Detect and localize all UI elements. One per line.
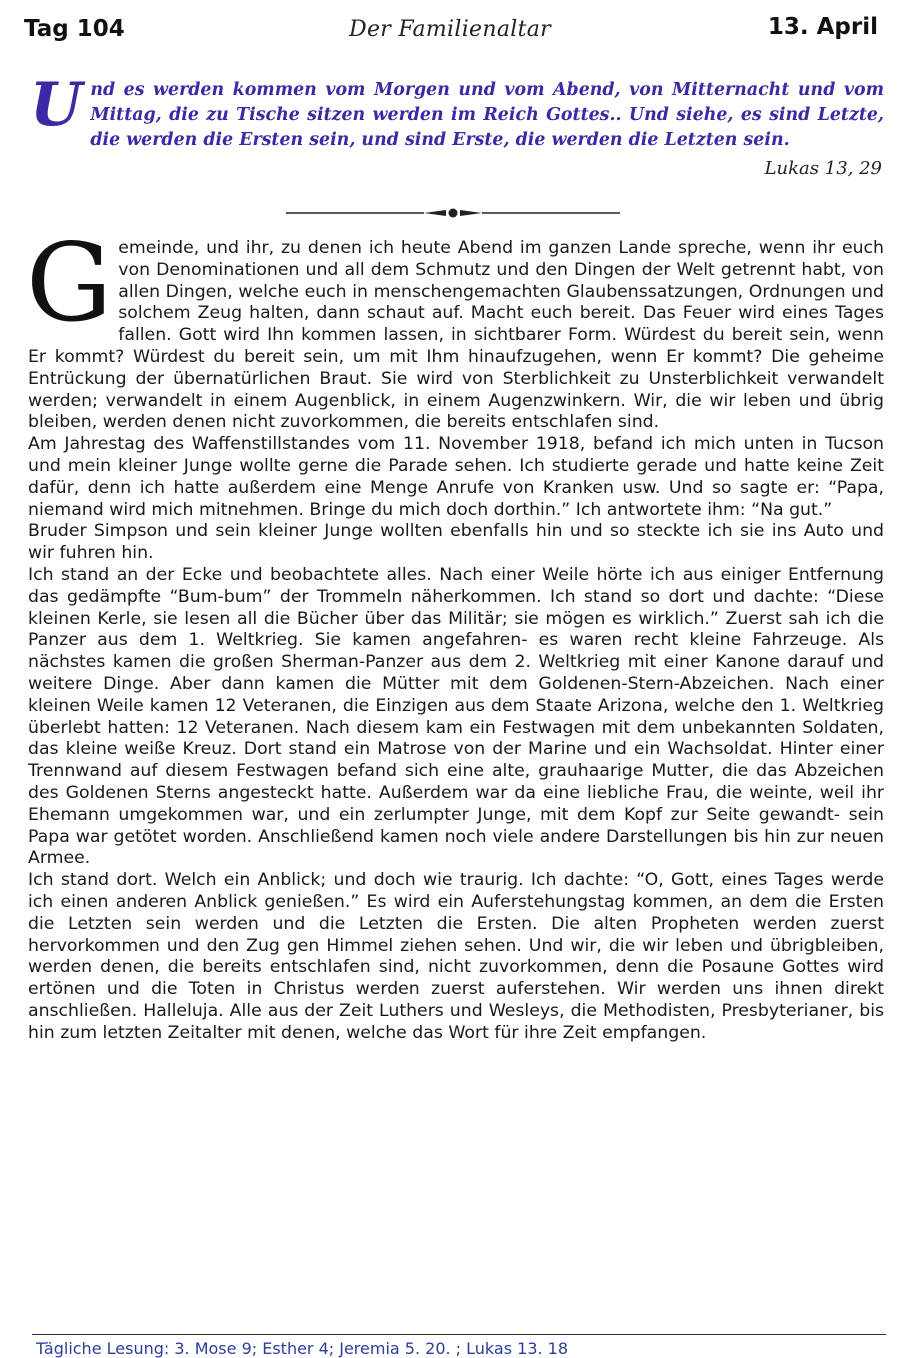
drop-cap-letter: G <box>26 221 113 346</box>
paragraph: Ich stand dort. Welch ein Anblick; und doch wie traurig. Ich dachte: “O, Gott, eines Tages werde ich einen anderen Anblick genießen.” Es wird ein Auferstehungstag kommen, an dem die Ersten die Letzten sein werden und die Letzten die Ersten. Die alten Propheten werden zuerst hervorkommen und den Zug gen Himmel ziehen sehen. Und wir, die wir leben und übrigbleiben, werden denen, die bereits entschlafen sind, nicht zuvorkommen, denn die Posaune Gottes wird ertönen und die Toten in Christus werden zuerst auferstehen. Wir werden uns ihnen direkt anschließen. Halleluja. Alle aus der Zeit Luthers und Wesleys, die Methodisten, Presbyterianer, bis hin zum letzten Zeitalter mit denen, welche das Wort für ihre Zeit empfangen. <box>28 870 884 1043</box>
footer-divider <box>32 1334 886 1335</box>
paragraph: Am Jahrestag des Waffenstillstandes vom 11. November 1918, befand ich mich unten in Tucson und mein kleiner Junge wollte gerne die Parade sehen. Ich studierte gerade und hatte keine Zeit dafür, denn ich hatte außerdem eine Menge Anrufe von Kranken usw. Und so sagte er: “Papa, niemand wird mich mitnehmen. Bringe du mich doch dorthin.” Ich antwortete ihm: “Na gut.” <box>28 434 884 520</box>
paragraph <box>26 221 884 434</box>
ornamental-divider <box>286 205 620 221</box>
daily-reading: Tägliche Lesung: 3. Mose 9; Esther 4; Jeremia 5. 20. ; Lukas 13. 18 <box>36 1339 569 1358</box>
verse-initial-letter: U <box>30 70 83 140</box>
sermon-text <box>26 221 884 1044</box>
page-date: 13. April <box>767 14 878 40</box>
verse-reference: Lukas 13, 29 <box>764 158 882 179</box>
paragraph-text: emeinde, und ihr, zu denen ich heute Abend im ganzen Lande spreche, wenn ihr euch von Denominationen und all dem Schmutz und den Dingen der Welt getrennt habt, von allen Dingen, welche euch in menschengemachten Glaubenssatzungen, Ordnungen und solchem Zeug halten, dann schaut auf. Macht euch bereit. Das Feuer wird eines Tages fallen. Gott wird Ihn kommen lassen, in sichtbarer Form. Würdest du bereit sein, wenn Er kommt? Würdest du bereit sein, um mit Ihm hinaufzugehen, wenn Er kommt? Die geheime Entrückung der übernatürlichen Braut. Sie wird von Sterblichkeit zu Unsterblichkeit verwandelt werden; verwandelt in einem Augenblick, in einem Augenzwinkern. Wir, die wir leben und übrig bleiben, werden denen nicht zuvorkommen, die bereits entschlafen sind. <box>28 238 884 433</box>
day-number: Tag 104 <box>24 16 125 42</box>
book-title: Der Familienaltar <box>349 17 551 42</box>
paragraph: Bruder Simpson und sein kleiner Junge wollten ebenfalls hin und so steckte ich sie ins Auto und wir fuhren hin. <box>28 521 884 564</box>
scripture-verse <box>26 70 884 153</box>
verse-text: nd es werden kommen vom Morgen und vom Abend, von Mitternacht und vom Mittag, die zu Tische sitzen werden im Reich Gottes.. Und siehe, es sind Letzte, die werden die Ersten sein, und sind Erste, die werden die Letzten sein. <box>90 80 884 150</box>
paragraph: Ich stand an der Ecke und beobachtete alles. Nach einer Weile hörte ich aus einiger Entfernung das gedämpfte “Bum-bum” der Trommeln näherkommen. Ich stand so dort und dachte: “Diese kleinen Kerle, sie lesen all die Bücher über das Militär; sie mögen es wirklich.” Zuerst sah ich die Panzer aus dem 1. Weltkrieg. Sie kamen angefahren- es waren recht kleine Fahrzeuge. Als nächstes kamen die großen Sherman-Panzer aus dem 2. Weltkrieg mit einer Kanone darauf und weitere Dinge. Aber dann kamen die Mütter mit dem Goldenen-Stern-Abzeichen. Nach einer kleinen Weile kamen 12 Veteranen, die Einzigen aus dem Staate Arizona, welche den 1. Weltkrieg überlebt hatten: 12 Veteranen. Nach diesem kam ein Festwagen mit dem unbekannten Soldaten, das kleine weiße Kreuz. Dort stand ein Matrose von der Marine und ein Wachsoldat. Hinter einer Trennwand auf diesem Festwagen befand sich eine alte, grauhaarige Mutter, die das Abzeichen des Goldenen Sterns angesteckt hatte. Außerdem war da eine liebliche Frau, die weinte, weil ihr Ehemann umgekommen war, und ein zerlumpter Junge, mit dem Kopf zur Seite gewandt- sein Papa war getötet worden. Anschließend kamen noch viele andere Darstellungen bis hin zur neuen Armee. <box>28 564 884 869</box>
